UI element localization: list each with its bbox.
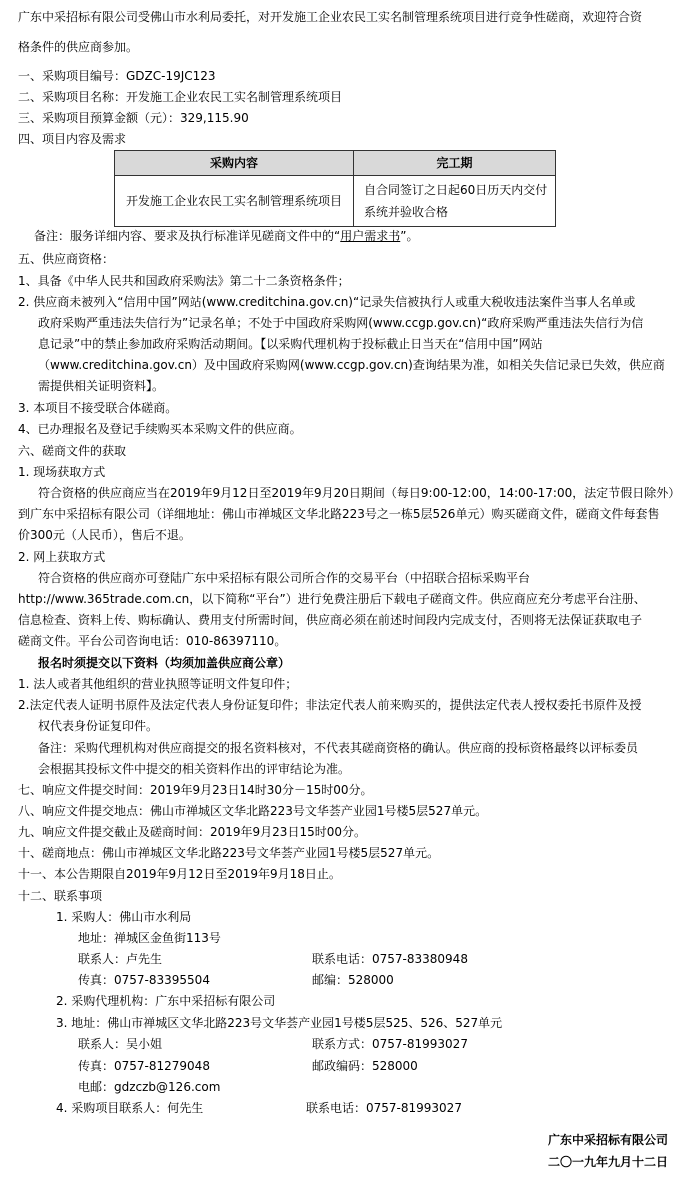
online-acquisition-title: 2. 网上获取方式 (18, 550, 106, 564)
intro-line-2: 格条件的供应商参加。 (18, 40, 139, 54)
contact-agency-fax: 传真：0757-81279048 (78, 1059, 210, 1073)
contact-agency-address: 3. 地址：佛山市禅城区文华北路223号文华荟产业园1号楼5层525、526、527单元 (56, 1016, 503, 1030)
table-header-period: 完工期 (354, 151, 556, 176)
contact-agency-email: 电邮：gdzczb@126.com (78, 1080, 221, 1094)
consultation-location: 十、磋商地点：佛山市禅城区文华北路223号文华荟产业园1号楼5层527单元。 (18, 846, 440, 860)
contact-purchaser-address: 地址：禅城区金鱼街113号 (78, 931, 221, 945)
onsite-acquisition-line-2: 到广东中采招标有限公司（详细地址：佛山市禅城区文华北路223号之一栋5层526单元）购买磋商文件，磋商文件每套售 (18, 507, 660, 521)
online-acquisition-line-2: http://www.365trade.com.cn，以下简称“平台”）进行免费注册后下载电子磋商文件。供应商应充分考虑平台注册、 (18, 592, 646, 606)
online-acquisition-line-4: 磋商文件。平台公司咨询电话：010-86397110。 (18, 634, 287, 648)
section-heading-6: 六、磋商文件的获取 (18, 444, 127, 458)
registration-item-2: 2.法定代表人证明书原件及法定代表人身份证复印件；非法定代表人前来购买的，提供法定代表人授权委托书原件及授 (18, 698, 642, 712)
qualification-2-line-2: 政府采购严重违法失信行为”记录名单；不处于中国政府采购网(www.ccgp.gov.cn)“政府采购严重违法失信行为信 (38, 316, 644, 330)
registration-item-2-cont: 权代表身份证复印件。 (38, 719, 159, 733)
contact-agency-phone: 联系方式：0757-81993027 (312, 1037, 468, 1051)
submission-deadline: 九、响应文件提交截止及磋商时间：2019年9月23日15时00分。 (18, 825, 366, 839)
qualification-2-line-1: 2. 供应商未被列入“信用中国”网站(www.creditchina.gov.cn)“记录失信被执行人或重大税收违法案件当事人名单或 (18, 295, 636, 309)
contact-purchaser-person: 联系人：卢先生 (78, 952, 163, 966)
registration-item-1: 1. 法人或者其他组织的营业执照等证明文件复印件； (18, 677, 298, 691)
contact-project-person: 4. 采购项目联系人：何先生 (56, 1101, 204, 1115)
user-requirements-link[interactable]: 用户需求书 (340, 229, 401, 243)
intro-line-1: 广东中采招标有限公司受佛山市水利局委托，对开发施工企业农民工实名制管理系统项目进行竞争性磋商，欢迎符合资 (18, 10, 643, 24)
table-cell-period: 自合同签订之日起60日历天内交付系统并验收合格 (354, 176, 556, 227)
section-heading-5: 五、供应商资格： (18, 252, 115, 266)
contact-purchaser-zip: 邮编：528000 (312, 973, 394, 987)
project-budget: 三、采购项目预算金额（元）：329,115.90 (18, 111, 249, 125)
submission-location: 八、响应文件提交地点：佛山市禅城区文华北路223号文华荟产业园1号楼5层527单元。 (18, 804, 488, 818)
registration-note-line-2: 会根据其投标文件中提交的相关资料作出的评审结论为准。 (38, 762, 351, 776)
contact-agency: 2. 采购代理机构：广东中采招标有限公司 (56, 994, 276, 1008)
contact-purchaser-fax: 传真：0757-83395504 (78, 973, 210, 987)
table-header-content: 采购内容 (115, 151, 354, 176)
onsite-acquisition-line-1: 符合资格的供应商应当在2019年9月12日至2019年9月20日期间（每日9:00-12:00，14:00-17:00，法定节假日除外） (38, 486, 681, 500)
online-acquisition-line-3: 信息检查、资料上传、购标确认、费用支付所需时间，供应商必须在前述时间段内完成支付，否则将无法保证获取电子 (18, 613, 643, 627)
onsite-acquisition-title: 1. 现场获取方式 (18, 465, 106, 479)
signature-company: 广东中采招标有限公司 (547, 1133, 668, 1147)
contact-purchaser: 1. 采购人：佛山市水利局 (56, 910, 192, 924)
registration-materials-title: 报名时须提交以下资料（均须加盖供应商公章） (38, 656, 291, 670)
project-number: 一、采购项目编号：GDZC-19JC123 (18, 69, 216, 83)
contact-project-phone: 联系电话：0757-81993027 (306, 1101, 462, 1115)
note-prefix: 备注：服务详细内容、要求及执行标准详见磋商文件中的“ (34, 229, 341, 243)
qualification-2-line-4: （www.creditchina.gov.cn）及中国政府采购网(www.ccgp.gov.cn)查询结果为准，如相关失信记录已失效，供应商 (38, 358, 665, 372)
section-heading-12: 十二、联系事项 (18, 889, 103, 903)
onsite-acquisition-line-3: 价300元（人民币），售后不退。 (18, 528, 191, 542)
table-cell-content: 开发施工企业农民工实名制管理系统项目 (115, 176, 354, 227)
qualification-4: 4、已办理报名及登记手续购买本采购文件的供应商。 (18, 422, 302, 436)
submission-time: 七、响应文件提交时间：2019年9月23日14时30分－15时00分。 (18, 783, 373, 797)
registration-note-line-1: 备注：采购代理机构对供应商提交的报名资料核对，不代表其磋商资格的确认。供应商的投标资格最终以评标委员 (38, 741, 639, 755)
announcement-period: 十一、本公告期限自2019年9月12日至2019年9月18日止。 (18, 867, 341, 881)
requirements-table (114, 150, 556, 227)
qualification-2-line-5: 需提供相关证明资料】。 (38, 379, 165, 393)
contact-purchaser-phone: 联系电话：0757-83380948 (312, 952, 468, 966)
signature-date: 二〇一九年九月十二日 (547, 1155, 668, 1169)
table-row (115, 176, 556, 227)
qualification-3: 3. 本项目不接受联合体磋商。 (18, 401, 178, 415)
contact-agency-person: 联系人：吴小姐 (78, 1037, 163, 1051)
note-user-requirements (34, 225, 418, 248)
qualification-1: 1、具备《中华人民共和国政府采购法》第二十二条资格条件； (18, 274, 350, 288)
qualification-2-line-3: 息记录”中的禁止参加政府采购活动期间。【以采购代理机构于投标截止日当天在“信用中国”网站 (38, 337, 543, 351)
contact-agency-zip: 邮政编码：528000 (312, 1059, 418, 1073)
table-header-row (115, 151, 556, 176)
section-heading-4: 四、项目内容及需求 (18, 132, 127, 146)
note-suffix: ”。 (400, 229, 419, 243)
project-name: 二、采购项目名称：开发施工企业农民工实名制管理系统项目 (18, 90, 343, 104)
online-acquisition-line-1: 符合资格的供应商亦可登陆广东中采招标有限公司所合作的交易平台（中招联合招标采购平台 (38, 571, 531, 585)
